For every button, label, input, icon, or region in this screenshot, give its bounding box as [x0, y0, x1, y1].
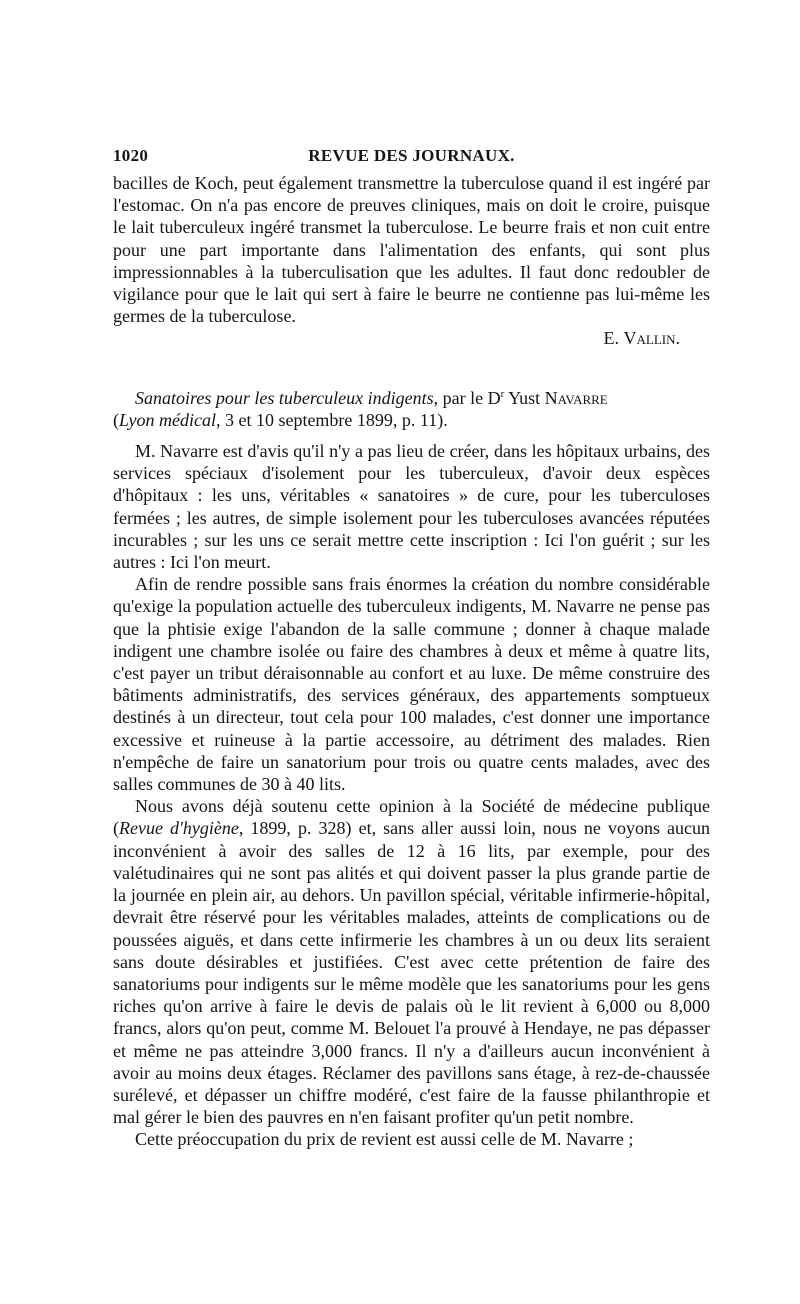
source-open: ( — [113, 409, 119, 430]
article-title-by: , par le D — [433, 387, 501, 408]
paragraph-2: Afin de rendre possible sans frais énormes la création du nombre considérable qu'exige la population actuelle des tuberculeux indigents, M. Navarre ne pense pas que la phtisie exige l'abandon de la salle commune ; donner à chaque malade indigent une chambre isolée ou faire des chambres à deux et même à quatre lits, c'est payer un tribut déraisonnable au confort et au luxe. De même construire des bâtiments administratifs, des services généraux, des appartements somptueux destinés à un directeur, tout cela pour 100 malades, c'est donner une importance excessive et ruineuse à la partie accessoire, au détriment des malades. Rien n'empêche de faire un sanatorium pour trois ou quatre cents malades, avec des salles communes de 30 à 40 lits. — [113, 574, 710, 795]
paragraph-3-journal: Revue d'hygiène — [119, 818, 239, 839]
paragraph-3-rest: , 1899, p. 328) et, sans aller aussi loin, nous ne voyons aucun inconvénient à avoir des salles de 12 à 16 lits, par exemple, pour des valétudinaires qui ne sont pas alités et qui doivent passer la plus grande partie de la journée en plein air, au dehors. Un pavillon spécial, véritable infirmerie-hôpital, devrait être réservé pour les véritables malades, atteints de complications ou de poussées aiguës, et dans cette infirmerie les chambres à un ou deux lits seraient sans doute désirables et justifiées. C'est avec cette prétention de faire des sanatoriums pour indigents sur le même modèle que les sanatoriums pour les gens riches qu'on arrive à faire le devis de palais où le lit revient à 6,000 ou 8,000 francs, alors qu'on peut, comme M. Belouet l'a prouvé à Hendaye, ne pas dépasser et même ne pas atteindre 3,000 francs. Il n'y a d'ailleurs aucun inconvénient à avoir au moins deux étages. Réclamer des pavillons sans étage, à rez-de-chaussée surélevé, et dépasser un chiffre modéré, c'est faire de la fausse philanthropie et mal gérer le bien des pauvres en n'en faisant profiter qu'un petit nombre. — [113, 818, 711, 1128]
author-initial: E. — [603, 328, 624, 349]
article-title-italic: Sanatoires pour les tuberculeux indigents — [135, 387, 434, 408]
source-details: , 3 et 10 septembre 1899, p. 11). — [215, 409, 448, 430]
paragraph-1: M. Navarre est d'avis qu'il n'y a pas lieu de créer, dans les hôpitaux urbains, des services spéciaux d'isolement pour les tuberculeux, d'avoir deux espèces d'hôpitaux : les uns, véritables « sanatoires » de cure, pour les tuberculoses fermées ; les autres, de simple isolement pour les tuberculoses avancées réputées incurables ; sur les uns ce serait mettre cette inscription : Ici l'on guérit ; sur les autres : Ici l'on meurt. — [113, 441, 710, 573]
author-name: Vallin. — [623, 328, 680, 349]
article-title — [113, 387, 710, 431]
page-header — [113, 146, 710, 170]
paragraph-3 — [113, 795, 710, 1128]
doctor-abbrev-sup: r — [500, 387, 505, 400]
running-title: REVUE DES JOURNAUX. — [308, 146, 515, 165]
page-body — [113, 172, 710, 1151]
author-last-name: Navarre — [544, 387, 608, 408]
paragraph-3-start: Nous avons déjà soutenu cette opinion à la Société de médecine publique ( — [113, 796, 710, 839]
source-journal: Lyon médical — [119, 409, 216, 430]
paragraph-4: Cette préoccupation du prix de revient est aussi celle de M. Navarre ; — [135, 1129, 634, 1150]
author-signature — [113, 327, 710, 349]
page-number: 1020 — [113, 146, 149, 165]
article-continuation: bacilles de Koch, peut également transmettre la tuberculose quand il est ingéré par l'estomac. On n'a pas encore de preuves cliniques, mais on doit le croire, puisque le lait tuberculeux ingéré transmet la tuberculose. Le beurre frais et non cuit entre pour une part importante dans l'alimentation des enfants, qui sont plus impressionnables à la tuberculisation que les adultes. Il faut donc redoubler de vigilance pour que le lait qui sert à faire le beurre ne contienne pas lui-même les germes de la tuberculose. — [113, 173, 710, 327]
author-first-name: Yust — [504, 387, 545, 408]
